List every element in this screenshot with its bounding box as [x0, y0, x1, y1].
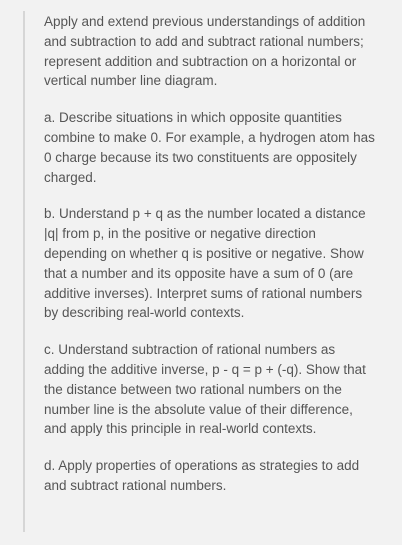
left-border-rule: [23, 11, 25, 532]
standard-item-c: c. Understand subtraction of rational numbers as adding the additive inverse, p - q = p + (-q). Show that the distance between two rational numbers on the number line is the absolute value of their difference, and apply this principle in real-world contexts.: [44, 342, 366, 437]
standard-content: [44, 12, 379, 513]
standard-intro: Apply and extend previous understandings of addition and subtraction to add and subtract rational numbers; represent addition and subtraction on a horizontal or vertical number line diagram.: [44, 14, 366, 89]
standard-item-d: d. Apply properties of operations as strategies to add and subtract rational numbers.: [44, 458, 360, 493]
standard-item-a: a. Describe situations in which opposite quantities combine to make 0. For example, a hydrogen atom has 0 charge because its two constituents are oppositely charged.: [44, 110, 375, 185]
standard-item-b: b. Understand p + q as the number located a distance |q| from p, in the positive or negative direction depending on whether q is positive or negative. Show that a number and its opposite have a sum of 0 (are additive inverses). Interpret sums of rational numbers by describing real-world contexts.: [44, 206, 366, 321]
